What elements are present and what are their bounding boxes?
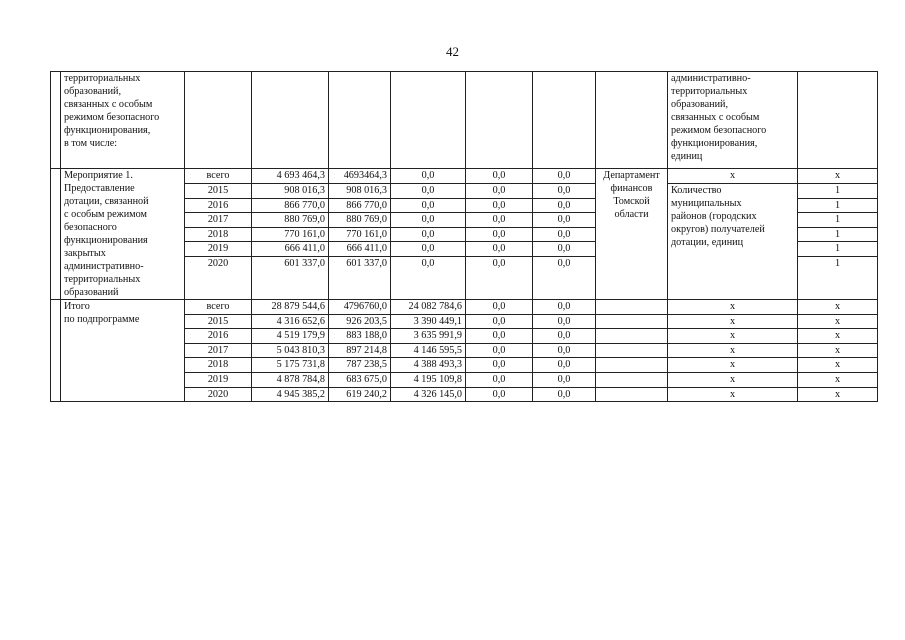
executor-cell [596,372,668,387]
value-cell: 4796760,0 [329,300,391,315]
value-cell: 880 769,0 [329,213,391,228]
year-cell: 2020 [185,257,252,300]
index-cell [51,300,61,402]
value-cell: 0,0 [533,169,596,184]
total-cell: 4 945 385,2 [252,387,329,402]
value-cell: 3 390 449,1 [391,314,466,329]
value-cell: 0,0 [466,183,533,198]
value-cell: 0,0 [466,314,533,329]
value-cell: 0,0 [533,242,596,257]
value-cell: 0,0 [466,387,533,402]
total-cell: 4 519 179,9 [252,329,329,344]
value-cell: 0,0 [391,183,466,198]
value-cell: 0,0 [466,169,533,184]
executor-cell [596,343,668,358]
subtotal-name-cell: Итого по подпрограмме [61,300,185,402]
executor-cell [596,329,668,344]
value-cell: 0,0 [466,257,533,300]
indicator-cell: x [668,372,798,387]
value-cell: 24 082 784,6 [391,300,466,315]
table-row [51,300,878,315]
year-cell: 2017 [185,343,252,358]
indicator-value-cell: 1 [798,227,878,242]
value-cell: 683 675,0 [329,372,391,387]
value-cell: 0,0 [533,300,596,315]
value-cell: 0,0 [533,387,596,402]
total-cell: 4 316 652,6 [252,314,329,329]
empty-cell [329,72,391,169]
value-cell: 897 214,8 [329,343,391,358]
value-cell: 0,0 [533,213,596,228]
empty-cell [185,72,252,169]
value-cell: 0,0 [466,343,533,358]
empty-cell [252,72,329,169]
indicator-cell: x [668,169,798,184]
total-cell: 5 175 731,8 [252,358,329,373]
value-cell: 866 770,0 [329,198,391,213]
value-cell: 770 161,0 [329,227,391,242]
value-cell: 4 326 145,0 [391,387,466,402]
total-cell: 5 043 810,3 [252,343,329,358]
total-cell: 4 878 784,8 [252,372,329,387]
year-cell: 2016 [185,329,252,344]
value-cell: 0,0 [466,358,533,373]
table-body [51,72,878,402]
table-row [51,169,878,184]
year-cell: 2019 [185,242,252,257]
empty-cell [466,72,533,169]
total-cell: 28 879 544,6 [252,300,329,315]
year-cell: 2015 [185,314,252,329]
indicator-value-cell: x [798,329,878,344]
indicator-value-cell: x [798,358,878,373]
value-cell: 0,0 [533,257,596,300]
value-cell: 0,0 [533,198,596,213]
year-cell: 2015 [185,183,252,198]
indicator-cell: x [668,300,798,315]
value-cell: 3 635 991,9 [391,329,466,344]
value-cell: 0,0 [391,242,466,257]
value-cell: 666 411,0 [329,242,391,257]
indicator-cell: x [668,329,798,344]
total-cell: 601 337,0 [252,257,329,300]
indicator-value-cell: x [798,387,878,402]
indicator-value-cell: 1 [798,198,878,213]
empty-cell [798,72,878,169]
value-cell: 926 203,5 [329,314,391,329]
total-cell: 866 770,0 [252,198,329,213]
indicator-cell: административно- территориальных образований, связанных с особым режимом безопасного функционирования, единиц [668,72,798,169]
value-cell: 4 388 493,3 [391,358,466,373]
executor-cell [596,387,668,402]
measure-name-cell: Мероприятие 1. Предоставление дотации, связанной с особым режимом безопасного функционирования закрытых административно- территориальных образований [61,169,185,300]
total-cell: 666 411,0 [252,242,329,257]
executor-cell [596,358,668,373]
value-cell: 0,0 [466,242,533,257]
value-cell: 0,0 [391,169,466,184]
index-cell [51,72,61,169]
year-cell: 2019 [185,372,252,387]
year-cell: 2017 [185,213,252,228]
value-cell: 619 240,2 [329,387,391,402]
value-cell: 0,0 [533,343,596,358]
page-number: 42 [446,44,459,59]
value-cell: 787 238,5 [329,358,391,373]
indicator-cell: x [668,358,798,373]
indicator-cell: x [668,314,798,329]
indicator-value-cell: 1 [798,257,878,300]
year-cell: всего [185,169,252,184]
value-cell: 0,0 [533,314,596,329]
executor-cell [596,300,668,315]
value-cell: 0,0 [466,198,533,213]
indicator-cell: x [668,387,798,402]
total-cell: 770 161,0 [252,227,329,242]
executor-cell [596,314,668,329]
indicator-value-cell: x [798,300,878,315]
value-cell: 0,0 [466,213,533,228]
year-cell: всего [185,300,252,315]
indicator-value-cell: x [798,343,878,358]
empty-cell [533,72,596,169]
indicator-cell: x [668,343,798,358]
value-cell: 0,0 [466,329,533,344]
value-cell: 883 188,0 [329,329,391,344]
value-cell: 0,0 [466,227,533,242]
indicator-value-cell: 1 [798,213,878,228]
indicator-value-cell: 1 [798,183,878,198]
year-cell: 2016 [185,198,252,213]
value-cell: 4 146 595,5 [391,343,466,358]
indicator-value-cell: x [798,372,878,387]
value-cell: 4693464,3 [329,169,391,184]
value-cell: 0,0 [533,372,596,387]
year-cell: 2020 [185,387,252,402]
year-cell: 2018 [185,358,252,373]
value-cell: 0,0 [466,372,533,387]
value-cell: 0,0 [391,257,466,300]
empty-cell [391,72,466,169]
table-row [51,72,878,169]
index-cell [51,169,61,300]
executor-cell: Департамент финансов Томской области [596,169,668,300]
value-cell: 0,0 [466,300,533,315]
value-cell: 601 337,0 [329,257,391,300]
value-cell: 0,0 [391,198,466,213]
indicator-value-cell: 1 [798,242,878,257]
value-cell: 0,0 [391,213,466,228]
value-cell: 0,0 [533,227,596,242]
name-cell: территориальных образований, связанных с особым режимом безопасного функционирования, в том числе: [61,72,185,169]
value-cell: 908 016,3 [329,183,391,198]
year-cell: 2018 [185,227,252,242]
indicator-cell: Количество муниципальных районов (городских округов) получателей дотации, единиц [668,183,798,299]
value-cell: 0,0 [533,329,596,344]
value-cell: 4 195 109,8 [391,372,466,387]
value-cell: 0,0 [533,358,596,373]
budget-table [50,71,878,402]
total-cell: 908 016,3 [252,183,329,198]
total-cell: 880 769,0 [252,213,329,228]
value-cell: 0,0 [391,227,466,242]
value-cell: 0,0 [533,183,596,198]
indicator-value-cell: x [798,314,878,329]
indicator-value-cell: x [798,169,878,184]
total-cell: 4 693 464,3 [252,169,329,184]
empty-cell [596,72,668,169]
